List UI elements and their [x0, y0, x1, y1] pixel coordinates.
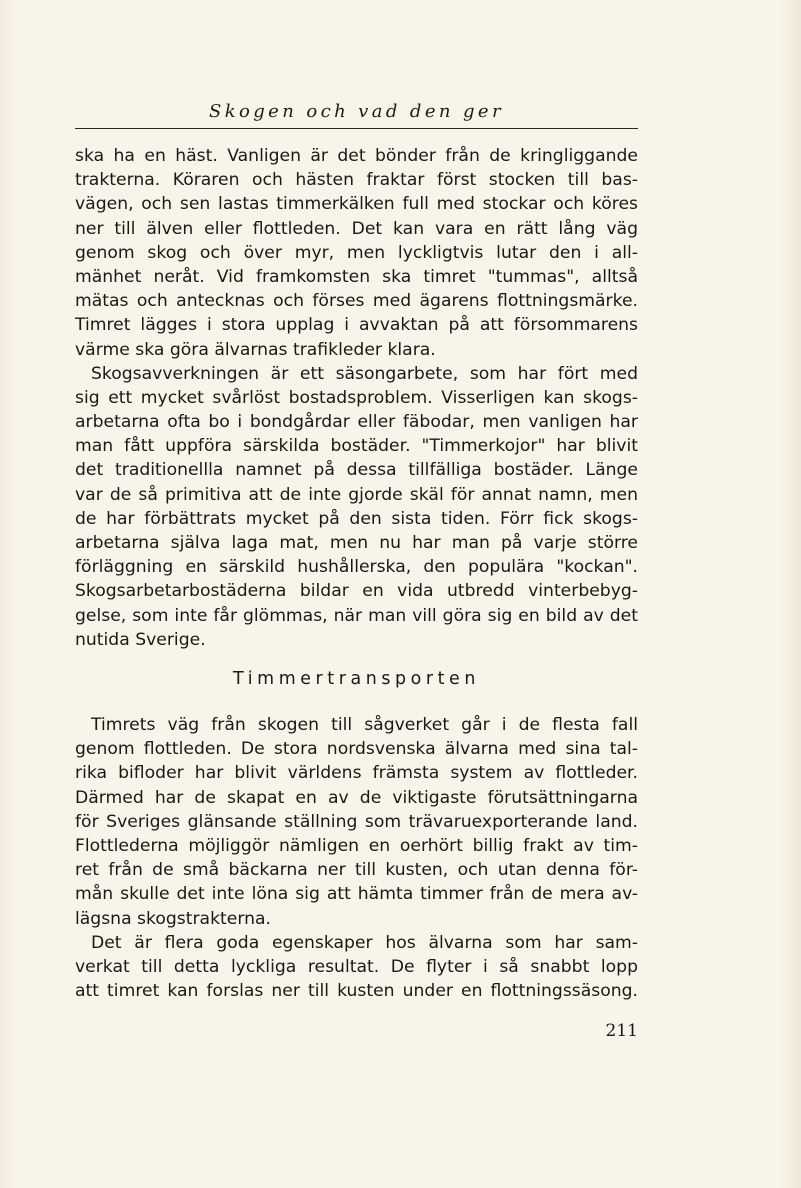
text-line: genom skog och över myr, men lyckligtvis lutar den i all- [75, 242, 638, 263]
text-line: vägen, och sen lastas timmerkälken full med stockar och köres [75, 194, 638, 215]
text-line: sig ett mycket svårlöst bostadsproblem. Visserligen kan skogs- [75, 387, 638, 408]
text-line: mänhet neråt. Vid framkomsten ska timret "tummas", alltså [75, 266, 638, 287]
text-line: gelse, som inte får glömmas, när man vill göra sig en bild av det [75, 605, 638, 626]
text-line: värme ska göra älvarnas trafikleder klara. [75, 339, 436, 360]
text-line: genom flottleden. De stora nordsvenska älvarna med sina tal- [75, 739, 638, 760]
text-line: det traditionellla namnet på dessa tillfälliga bostäder. Länge [75, 460, 638, 481]
text-line: förläggning en särskild hushållerska, den populära "kockan". [75, 557, 638, 578]
text-line: mån skulle det inte löna sig att hämta timmer från de mera av- [75, 884, 638, 905]
text-line: att timret kan forslas ner till kusten under en flottningssäsong. [75, 981, 638, 1002]
running-head: Skogen och vad den ger [208, 101, 504, 122]
text-line: arbetarna själva laga mat, men nu har man på varje större [75, 533, 638, 553]
text-line: verkat till detta lyckliga resultat. De flyter i så snabbt lopp [75, 956, 638, 977]
text-line: lägsna skogstrakterna. [75, 908, 271, 929]
text-line: Skogsarbetarbostäderna bildar en vida utbredd vinterbebyg- [75, 581, 638, 602]
text-block-upper [75, 144, 638, 652]
text-line: Flottlederna möjliggör nämligen en oerhört billig frakt av tim- [75, 835, 638, 856]
paragraph [75, 362, 638, 652]
paragraph [75, 931, 638, 1004]
text-line: arbetarna ofta bo i bondgårdar eller fäbodar, men vanligen har [75, 412, 638, 433]
text-line: de har förbättrats mycket på den sista tiden. Förr fick skogs- [75, 508, 638, 529]
text-line: Timret lägges i stora upplag i avvaktan på att försommarens [75, 315, 638, 336]
text-line: ner till älven eller flottleden. Det kan vara en rätt lång väg [75, 218, 638, 239]
text-line: nutida Sverige. [75, 629, 206, 650]
text-line: man fått uppföra särskilda bostäder. "Timmerkojor" har blivit [75, 436, 638, 457]
section-heading: Timmertransporten [233, 669, 480, 689]
text-block-lower [75, 713, 638, 1003]
text-line: mätas och antecknas och förses med ägarens flottningsmärke. [75, 291, 638, 312]
text-line: Det är flera goda egenskaper hos älvarna som har sam- [91, 932, 638, 953]
text-line: Timrets väg från skogen till sågverket går i de flesta fall [91, 715, 638, 735]
page-number: 211 [605, 1021, 638, 1041]
text-line: Därmed har de skapat en av de viktigaste förutsättningarna [75, 787, 638, 808]
text-line: var de så primitiva att de inte gjorde skäl för annat namn, men [75, 484, 638, 505]
text-line: rika bifloder har blivit världens främsta system av flottleder. [75, 763, 638, 784]
paragraph [75, 144, 638, 362]
header-rule [75, 128, 638, 129]
text-line: för Sveriges glänsande ställning som trävaruexporterande land. [75, 811, 638, 832]
text-line: ska ha en häst. Vanligen är det bönder från de kringliggande [75, 146, 638, 166]
paragraph [75, 713, 638, 931]
text-line: Skogsavverkningen är ett säsongarbete, som har fört med [91, 363, 638, 384]
text-line: trakterna. Köraren och hästen fraktar först stocken till bas- [75, 170, 638, 191]
text-line: ret från de små bäckarna ner till kusten, och utan denna för- [75, 860, 638, 881]
